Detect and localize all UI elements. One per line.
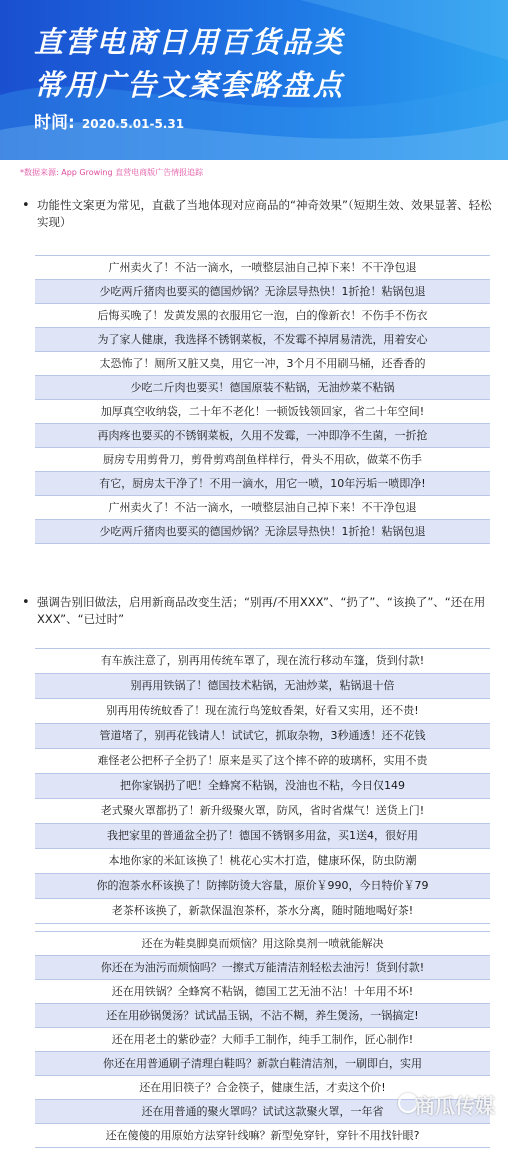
- section1-bullet: [22, 197, 492, 231]
- section2-bullet: [22, 594, 492, 628]
- table-row: 别再用传统蚊香了！现在流行鸟笼蚊香架，好看又实用，还不贵!: [35, 699, 490, 724]
- table-row: 你的泡茶水杯该换了！防摔防烫大容量，原价￥990，今日特价￥79: [35, 874, 490, 899]
- table-row: 还在用普通的聚火罩吗？试试这款聚火罩，一年省: [35, 1100, 490, 1124]
- watermark: 商瓜传媒: [415, 1094, 495, 1118]
- bullet-dot-icon: •: [22, 595, 30, 610]
- table-row: 广州卖火了！不沾一滴水，一喷整层油自己掉下来！不干净包退: [35, 256, 490, 280]
- period-label: 时间:: [34, 113, 75, 133]
- period-value: 2020.5.01-5.31: [81, 117, 185, 131]
- page-title-line2: 常用广告文案套路盘点: [34, 68, 345, 102]
- section1-bullet-text: 功能性文案更为常见，直截了当地体现对应商品的“神奇效果”（短期生效、效果显著、轻松实现）: [37, 198, 492, 229]
- table-row: 再肉疼也要买的不锈钢菜板，久用不发霉，一冲即净不生菌，一折抢: [35, 424, 490, 448]
- section1-table: [35, 255, 490, 544]
- table-row: 厨房专用剪骨刀，剪骨剪鸡剖鱼样样行，骨头不用砍，做菜不伤手: [35, 448, 490, 472]
- table-row: 广州卖火了！不沾一滴水，一喷整层油自己掉下来！不干净包退: [35, 496, 490, 520]
- table-row: 加厚真空收纳袋，二十年不老化！一顿饭钱领回家，省二十年空间!: [35, 400, 490, 424]
- bullet-dot-icon: •: [22, 198, 30, 213]
- table-row: 还在用铁锅？全蜂窝不粘锅，德国工艺无油不沾！十年用不坏!: [35, 980, 490, 1004]
- section2-table: [35, 648, 490, 924]
- table-row: 有它，厨房太干净了！不用一滴水，用它一喷，10年污垢一喷即净!: [35, 472, 490, 496]
- source-note: *数据来源: App Growing 直营电商版广告情报追踪: [20, 168, 204, 177]
- table-row: 有车族注意了，别再用传统车罩了，现在流行移动车篷，货到付款!: [35, 649, 490, 674]
- table-row: 还在用砂锅煲汤？试试晶玉锅，不沾不糊，养生煲汤，一锅搞定!: [35, 1004, 490, 1028]
- table-row: 老茶杯该换了，新款保温泡茶杯，茶水分离，随时随地喝好茶!: [35, 899, 490, 924]
- table-row: 少吃两斤猪肉也要买的德国炒锅？无涂层导热快！1折抢！粘锅包退: [35, 280, 490, 304]
- table-row: 还在用老土的紫砂壶？大师手工制作，纯手工制作，匠心制作!: [35, 1028, 490, 1052]
- table-row: 太恐怖了！厕所又脏又臭，用它一冲，3个月不用刷马桶，还香香的: [35, 352, 490, 376]
- table-row: 我把家里的普通盆全扔了！德国不锈钢多用盆，买1送4，很好用: [35, 824, 490, 849]
- section2-bullet-text: 强调告别旧做法，启用新商品改变生活；“别再/不用XXX”、“扔了”、“该换了”、“还在用XXX”、“已过时”: [37, 595, 486, 626]
- table-row: 把你家锅扔了吧！全蜂窝不粘锅，没油也不粘，今日仅149: [35, 774, 490, 799]
- table-row: 本地你家的米缸该换了！桃花心实木打造，健康环保，防虫防潮: [35, 849, 490, 874]
- table-row: 老式聚火罩都扔了！新升级聚火罩，防风，省时省煤气！送货上门!: [35, 799, 490, 824]
- table-row: 管道堵了，别再花钱请人！试试它，抓取杂物，3秒通透！还不花钱: [35, 724, 490, 749]
- table-row: 难怪老公把杯子全扔了！原来是买了这个摔不碎的玻璃杯，实用不贵: [35, 749, 490, 774]
- table-row: 还在傻傻的用原始方法穿针线嘛？新型免穿针，穿针不用找针眼?: [35, 1124, 490, 1148]
- table-row: 少吃两斤猪肉也要买的德国炒锅？无涂层导热快！1折抢！粘锅包退: [35, 520, 490, 544]
- page-title-line1: 直营电商日用百货品类: [34, 25, 345, 59]
- table-row: 别再用铁锅了！德国技术粘锅，无油炒菜，粘锅退十倍: [35, 674, 490, 699]
- table-row: 后悔买晚了！发黄发黑的衣服用它一泡，白的像新衣！不伤手不伤衣: [35, 304, 490, 328]
- header-banner: [0, 0, 508, 160]
- table-row: 少吃二斤肉也要买！德国原装不粘锅，无油炒菜不粘锅: [35, 376, 490, 400]
- table-row: 你还在用普通刷子清理白鞋吗？新款白鞋清洁剂，一刷即白，实用: [35, 1052, 490, 1076]
- table-row: 为了家人健康，我选择不锈钢菜板，不发霉不掉屑易清洗，用着安心: [35, 328, 490, 352]
- table-row: 你还在为油污而烦恼吗？一擦式万能清洁剂轻松去油污！货到付款!: [35, 956, 490, 980]
- table-row: 还在为鞋臭脚臭而烦恼？用这除臭剂一喷就能解决: [35, 932, 490, 956]
- table-row: 还在用旧筷子？合金筷子，健康生活，才卖这个价!: [35, 1076, 490, 1100]
- period: [34, 108, 184, 133]
